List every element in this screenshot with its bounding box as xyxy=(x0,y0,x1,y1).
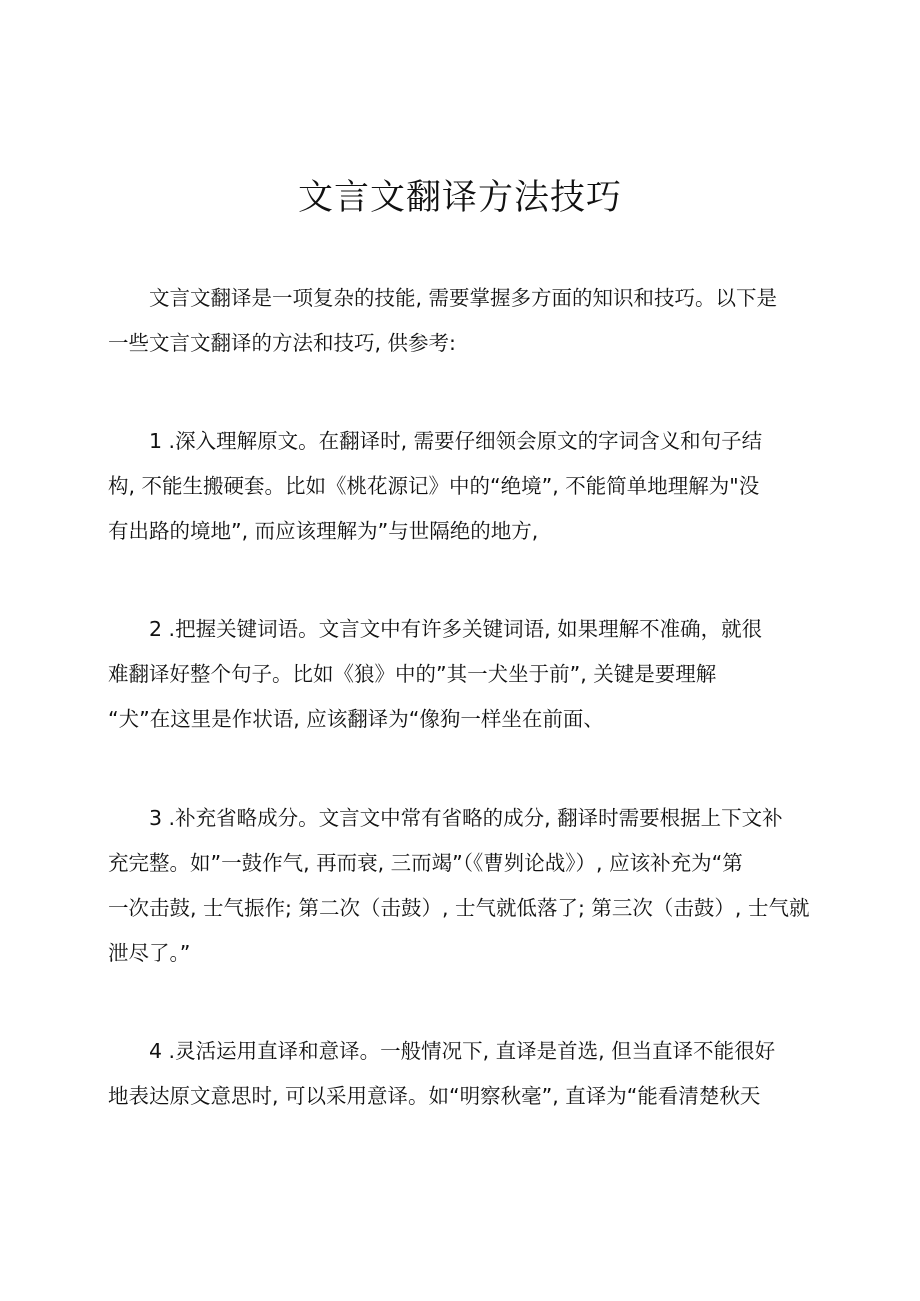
section-line: 泄尽了。” xyxy=(108,941,191,965)
section-line: 一次击鼓, 士气振作; 第二次（击鼓）, 士气就低落了; 第三次（击鼓）, 士气就 xyxy=(108,896,810,920)
section-line: 1 .深入理解原文。在翻译时, 需要仔细领会原文的字词含义和句子结 xyxy=(108,429,763,453)
section-line: “犬”在这里是作状语, 应该翻译为“像狗一样坐在前面、 xyxy=(108,707,604,731)
page-title: 文言文翻译方法技巧 xyxy=(297,178,622,218)
section-line: 构, 不能生搬硬套。比如《桃花源记》中的“绝境”, 不能简单地理解为"没 xyxy=(108,474,760,498)
section-4-paragraph xyxy=(108,1029,828,1119)
section-1-paragraph xyxy=(108,419,828,554)
section-line: 3 .补充省略成分。文言文中常有省略的成分, 翻译时需要根据上下文补 xyxy=(108,806,783,830)
intro-line: 文言文翻译是一项复杂的技能, 需要掌握多方面的知识和技巧。以下是 xyxy=(108,286,778,310)
section-line: 地表达原文意思时, 可以采用意译。如“明察秋毫”, 直译为“能看清楚秋天 xyxy=(108,1084,761,1108)
intro-paragraph xyxy=(108,276,828,366)
section-3-paragraph xyxy=(108,796,828,976)
section-line: 2 .把握关键词语。文言文中有许多关键词语, 如果理解不准确，就很 xyxy=(108,617,763,641)
section-line: 充完整。如”一鼓作气, 再而衰, 三而竭”（《曹刿论战》）, 应该补充为“第 xyxy=(108,851,743,875)
section-2-paragraph xyxy=(108,607,828,742)
section-line: 难翻译好整个句子。比如《狼》中的”其一犬坐于前”, 关键是要理解 xyxy=(108,662,717,686)
section-line: 4 .灵活运用直译和意译。一般情况下, 直译是首选, 但当直译不能很好 xyxy=(108,1039,776,1063)
intro-line: 一些文言文翻译的方法和技巧, 供参考: xyxy=(108,331,456,355)
section-line: 有出路的境地”, 而应该理解为”与世隔绝的地方, xyxy=(108,519,539,543)
